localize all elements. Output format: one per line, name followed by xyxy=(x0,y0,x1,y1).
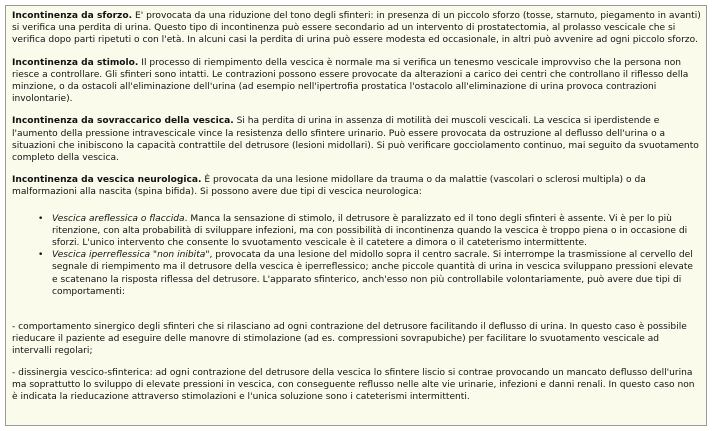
dash-item-dissinergia: - dissinergia vescico-sfinterica: ad ogni contrazione del detrusore della vescica lo sfintere liscio si contrae provocando un mancato deflusso dell'urina ma soprattutto lo sviluppo di elevate pressioni in vescica, con conseguente reflusso nelle alte vie urinarie, infezioni e danni renali. In questo caso non è indicata la rieducazione attraverso stimolazioni e l'unica soluzione sono i cateterismi intermittenti. xyxy=(12,367,695,403)
paragraph-text: E' provocata da una riduzione del tono degli sfinteri: in presenza di un piccolo sforzo (tosse, starnuto, piegamento in avanti) si verifica una perdita di urina. Questo tipo di incontinenza può essere secondario ad un intervento di prostatectomia, al prolasso vescicale che si verifica dopo parti ripetuti o con l'età. In alcuni casi la perdita di urina può essere modesta ed occasionale, in altri può avvenire ad ogni piccolo sforzo. xyxy=(12,11,701,46)
spacer xyxy=(12,298,701,321)
bullet-text: . Manca la sensazione di stimolo, il detrusore è paralizzato ed il tono degli sfinteri è assente. Vi è per lo più ritenzione, con alta probabilità di sviluppare infezioni, ma con possibilità di incontinenza quando la vescica è troppo piena o in occasione di sforzi. L'unico intervento che consente lo svuotamento vescicale è il catetere a dimora o il cateterismo intermittente. xyxy=(52,213,688,249)
paragraph-incontinenza-sovraccarico xyxy=(12,115,701,164)
bullet-term: Vescica iperreflessica "non inibita" xyxy=(52,250,210,261)
dash-item-sinergico: - comportamento sinergico degli sfinteri che si rilasciano ad ogni contrazione del detrusore facilitando il deflusso di urina. In questo caso è possibile rieducare il paziente ad eseguire delle manovre di stimolazione (ad es. compressioni sovrapubiche) per facilitare lo svuotamento vescicale ad intervalli regolari; xyxy=(12,322,687,357)
paragraph-heading: Incontinenza da stimolo. xyxy=(12,57,139,68)
paragraph-text: Si ha perdita di urina in assenza di motilità dei muscoli vescicali. La vescica si iperdistende e l'aumento della pressione intravescicale vince la resistenza dello sfintere urinario. Può essere provocata da ostruzione al deflusso dell'urina o a situazioni che inibiscono la capacità contrattile del detrusore (lesioni midollari). Si può verificare gocciolamento continuo, mai seguito da svuotamento completo della vescica. xyxy=(12,116,699,164)
paragraph-heading: Incontinenza da sovraccarico della vescica. xyxy=(12,116,234,127)
content-panel xyxy=(5,5,707,426)
list-item xyxy=(38,249,701,298)
bullet-text: , provocata da una lesione del midollo sopra il centro sacrale. Si interrompe la trasmissione al cervello del segnale di riempimento ma il detrusore della vescica è iperreflessico; anche piccole quantità di urina in vescica sviluppano pressioni elevate e scatenano la risposta riflessa del detrusore. L'apparato sfinterico, anch'esso non più controllabile volontariamente, può avere due tipi di comportamenti: xyxy=(52,250,693,297)
paragraph-text: È provocata da una lesione midollare da trauma o da malattie (vascolari o sclerosi multipla) o da malformazioni alla nascita (spina bifida). Si possono avere due tipi di vescica neurologica: xyxy=(12,175,646,198)
paragraph-incontinenza-sforzo xyxy=(12,10,701,47)
list-item xyxy=(38,213,701,250)
paragraph-heading: Incontinenza da sforzo. xyxy=(12,11,133,21)
bullet-marker: • xyxy=(38,213,44,224)
paragraph-text: Il processo di riempimento della vescica è normale ma si verifica un tenesmo vescicale improvviso che la persona non riesce a controllare. Gli sfinteri sono intatti. Le contrazioni possono essere provocate da alterazioni a carico dei centri che controllano il riflesso della minzione, o da ostacoli all'eliminazione dell'urina (ad esempio nell'ipertrofia prostatica l'ostacolo all'eliminazione di urina provoca contrazioni involontarie). xyxy=(12,57,689,105)
paragraph-heading: Incontinenza da vescica neurologica. xyxy=(12,175,202,186)
paragraph-incontinenza-stimolo xyxy=(12,57,701,106)
bullet-term: Vescica areflessica o flaccida xyxy=(52,213,185,224)
bullet-list xyxy=(12,213,701,298)
bullet-marker: • xyxy=(38,250,44,261)
paragraph-vescica-neurologica xyxy=(12,174,701,198)
